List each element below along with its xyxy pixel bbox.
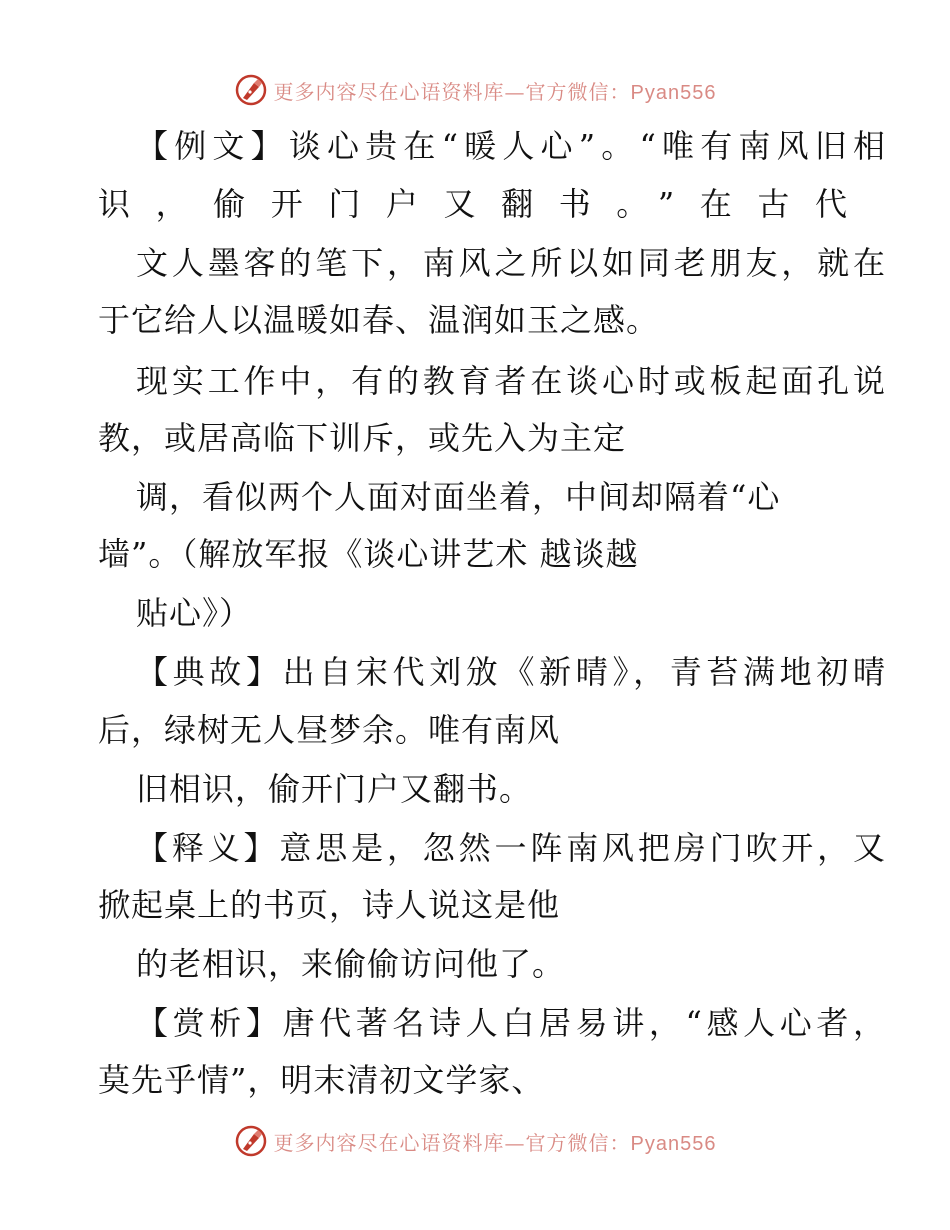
watermark-header (0, 73, 950, 107)
text-line: 墙”。（解放军报《谈心讲艺术 越谈越 (98, 535, 639, 573)
text-line: 的老相识，来偷偷访问他了。 (136, 945, 566, 983)
text-line: 调，看似两个人面对面坐着，中间却隔着“心 (136, 478, 781, 516)
text-line: 旧相识，偷开门户又翻书。 (136, 770, 533, 808)
text-line: 【典故】出自宋代刘攽《新晴》，青苔满地初晴 (136, 653, 886, 691)
text-line: 教，或居高临下训斥，或先入为主定 (98, 419, 627, 457)
text-line: 后，绿树无人昼梦余。唯有南风 (98, 711, 561, 749)
text-line: 【释义】意思是，忽然一阵南风把房门吹开，又 (136, 829, 886, 867)
pen-nib-circle-logo-icon (234, 1124, 268, 1158)
watermark-text: 更多内容尽在心语资料库—官方微信：Pyan556 (273, 1130, 717, 1155)
pen-nib-circle-logo-icon (234, 73, 268, 107)
text-line: 于它给人以温暖如春、温润如玉之感。 (98, 301, 660, 339)
text-line: 贴心》） (136, 594, 253, 632)
watermark-footer (0, 1124, 950, 1158)
text-line: 识，偷开门户又翻书。”在古代 (98, 185, 848, 223)
text-line: 现实工作中，有的教育者在谈心时或板起面孔说 (136, 362, 886, 400)
watermark-text: 更多内容尽在心语资料库—官方微信：Pyan556 (273, 79, 717, 104)
text-line: 掀起桌上的书页，诗人说这是他 (98, 886, 561, 924)
text-line: 【例文】谈心贵在“暖人心”。“唯有南风旧相 (136, 127, 886, 165)
text-line: 【赏析】唐代著名诗人白居易讲，“感人心者， (136, 1004, 886, 1042)
text-line: 文人墨客的笔下，南风之所以如同老朋友，就在 (136, 244, 886, 282)
text-line: 莫先乎情”，明末清初文学家、 (98, 1061, 545, 1099)
